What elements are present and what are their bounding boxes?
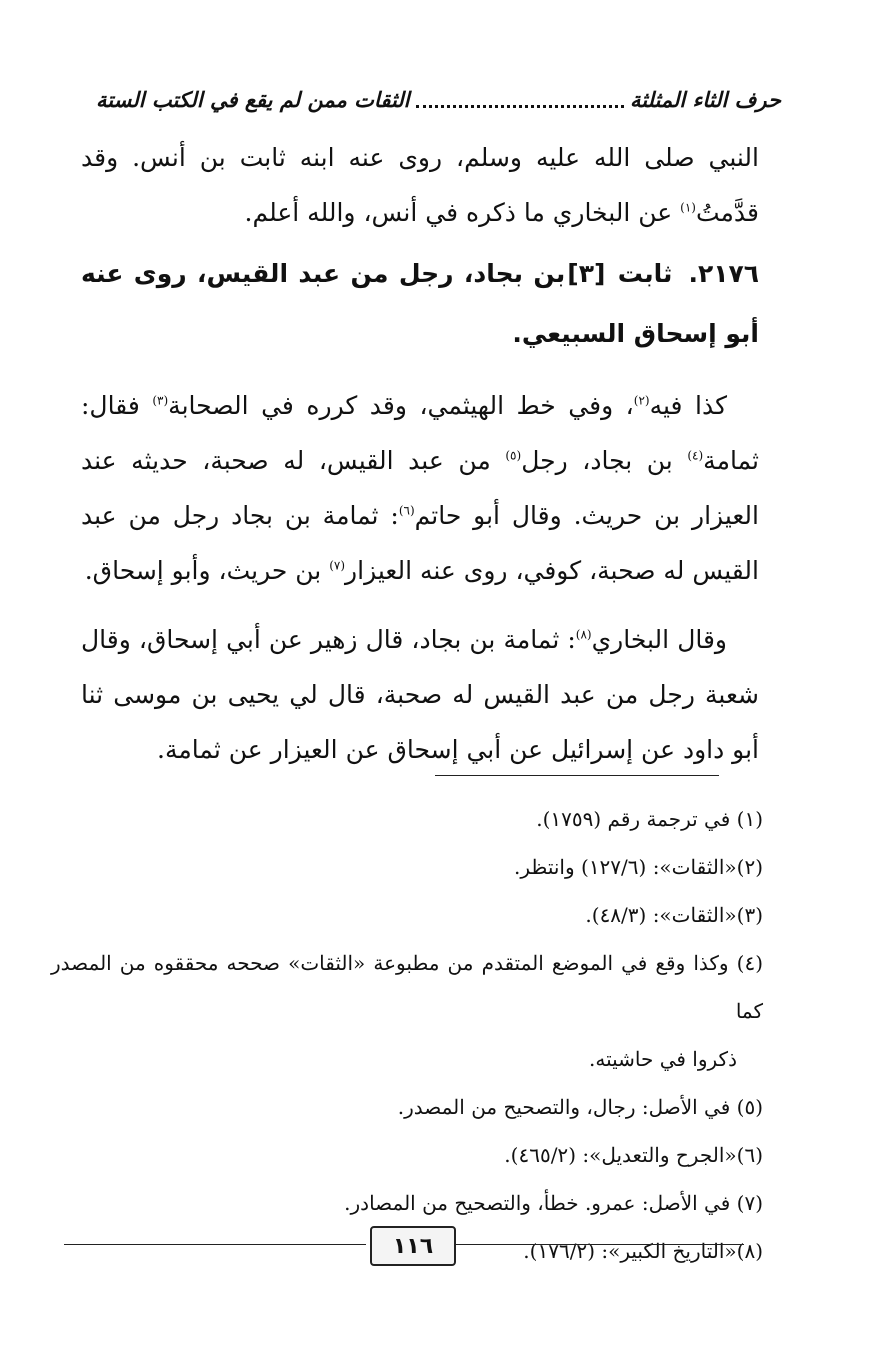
footnote-1: (١) في ترجمة رقم (١٧٥٩). [536,807,763,831]
footnote-ref: (٥) [505,448,522,463]
text-run: النبي صلى الله عليه وسلم، روى عنه ابنه ثابت بن أنس. وقد قدَّمتُ [81,143,759,227]
footer-rule-left [64,1244,366,1245]
text-run: كذا فيه [649,391,728,420]
page-footer [64,1226,744,1266]
footnote-4: (٤) وكذا وقع في الموضع المتقدم من مطبوعة «الثقات» صححه محققوه من المصدر كما [51,951,763,1023]
footnote-ref: (٣) [152,393,169,408]
paragraph-continuation [81,130,759,240]
footnote-8: (٨)«التاريخ الكبير»: (١٧٦/٢). [523,1239,763,1263]
footnote-5: (٥) في الأصل: رجال، والتصحيح من المصدر. [397,1095,763,1119]
header-dotted-leader [416,105,624,108]
text-run: بن حريث، وأبو إسحاق. [84,556,330,585]
entry-rest: بن بجاد، رجل من عبد القيس، روى عنه أبو إسحاق السبيعي. [81,259,759,348]
text-run: وقال البخاري [591,625,727,654]
footnote-4-continued: ذكروا في حاشيته. [589,1047,737,1071]
text-run: : ثمامة بن بجاد، قال زهير عن أبي إسحاق، وقال شعبة رجل من عبد القيس له صحبة، قال لي يحيى بن موسى ثنا أبو داود عن إسرائيل عن أبي إسحاق عن العيزار عن ثمامة. [81,625,759,764]
entry-heading [81,244,759,364]
footnote-ref: (٨) [575,627,592,642]
footnote-ref: (٢) [633,393,650,408]
footnotes [51,795,763,1275]
footnote-2: (٢)«الثقات»: (١٢٧/٦) وانتظر. [514,855,763,879]
main-text [81,130,759,777]
footnote-ref: (٦) [398,503,415,518]
text-run: بن بجاد، رجل [521,446,688,475]
footnote-separator [435,775,719,776]
footnote-7: (٧) في الأصل: عمرو. خطأ، والتصحيح من المصادر. [344,1191,763,1215]
text-run: فقال: ثمامة [81,391,759,475]
text-run: عن البخاري ما ذكره في أنس، والله أعلم. [244,198,681,227]
header-book-title: الثقات ممن لم يقع في الكتب الستة [96,88,410,112]
footnote-ref: (٧) [329,558,346,573]
footer-rule-right [456,1244,744,1245]
entry-name: ثابت [617,259,673,288]
footnote-6: (٦)«الجرح والتعديل»: (٤٦٥/٢). [504,1143,763,1167]
footnote-3: (٣)«الثقات»: (٤٨/٣). [585,903,763,927]
running-header [96,82,781,118]
text-run: من عبد القيس، له صحبة، حديثه عند العيزار بن حريث. وقال أبو حاتم [81,446,759,530]
page-number: ١١٦ [370,1226,456,1266]
header-chapter-title: حرف الثاء المثلثة [629,88,781,112]
paragraph-bukhari [81,612,759,777]
paragraph-commentary [81,378,759,598]
footnote-ref: (٤) [687,448,704,463]
entry-number: ٢١٧٦. [688,259,759,288]
text-run: : ثمامة بن بجاد رجل من عبد القيس له صحبة، كوفي، روى عنه العيزار [81,501,759,585]
footnote-ref: (١) [680,200,696,215]
entry-code: [٣] [567,259,606,288]
text-run: ، وفي خط الهيثمي، وقد كرره في الصحابة [168,391,634,420]
